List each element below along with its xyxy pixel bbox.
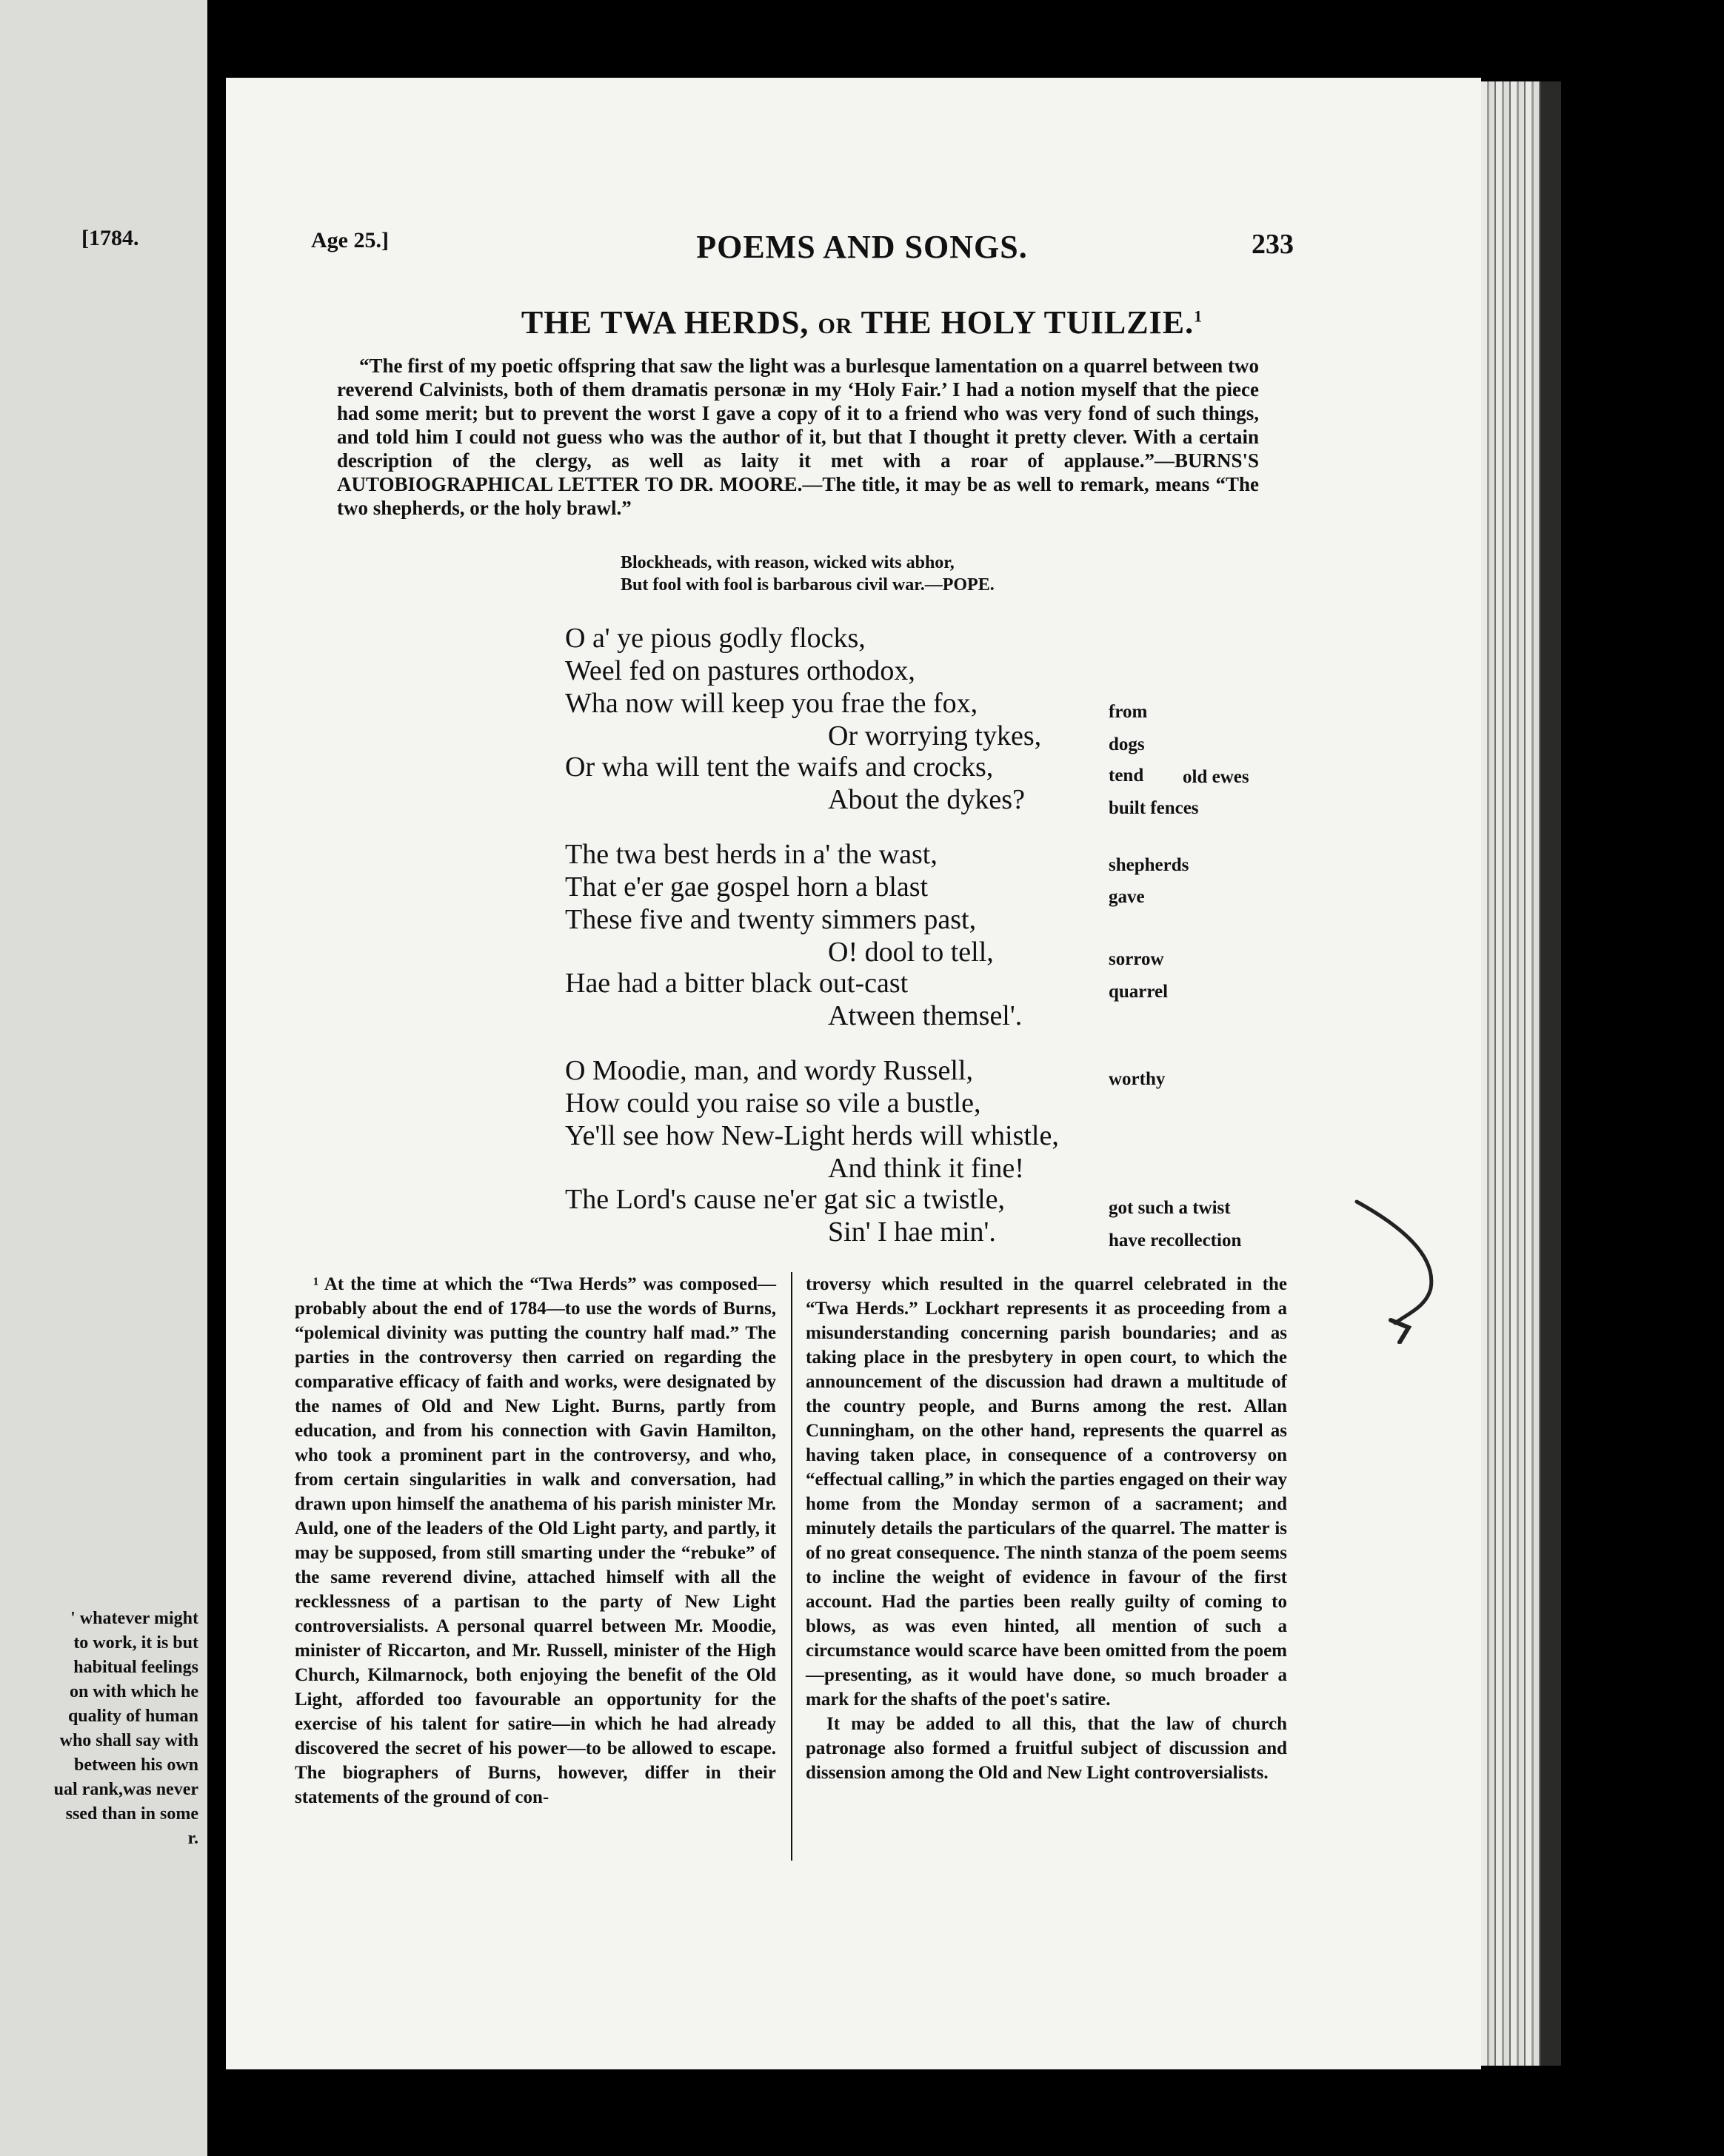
verse-line: How could you raise so vile a bustle, [565,1088,981,1119]
gloss: shepherds [1109,855,1189,875]
poem-title-or: OR [818,314,853,338]
verse-line: Atween themsel'. [828,1000,1023,1031]
footnote-marker: 1 [1194,307,1203,326]
verse-line: O a' ye pious godly flocks, [565,623,866,654]
pen-mark-icon [1348,1196,1451,1344]
column-divider [791,1272,792,1861]
verse-line: These five and twenty simmers past, [565,904,977,935]
verse-line: Or wha will tent the waifs and crocks, [565,751,994,783]
left-text-line: to work, it is but [73,1633,198,1653]
verse-line: Or worrying tykes, [828,720,1042,751]
poem-title-sub: THE HOLY TUILZIE. [861,304,1195,341]
verse-line: Hae had a bitter black out-cast [565,968,909,999]
page-edges [1481,81,1540,2066]
verse-line: Wha now will keep you frae the fox, [565,688,978,719]
gloss: built fences [1109,798,1199,818]
left-text-line: on with which he [69,1682,198,1701]
verse-line: The twa best herds in a' the wast, [565,839,938,870]
footnote-column-right [806,1272,1287,1785]
gloss: quarrel [1109,982,1169,1002]
left-page-header: [1784. [81,226,139,250]
footnote-paragraph: troversy which resulted in the quarrel celebrated in the “Twa Herds.” Lockhart represents it as proceeding from a misunderstanding concerning parish boundaries; and as taking place in the presbytery in open court, to which the announcement of the discussion had drawn a multitude of the country people, and Burns among the rest. Allan Cunningham, on the other hand, represents the quarrel as having taken place, in consequence of a controversy on “effectual calling,” in which the parties engaged on their way home from the Monday sermon of a sacrament; and minutely details the particulars of the quarrel. The matter is of no great consequence. The ninth stanza of the poem seems to incline the weight of evidence in favour of the first account. Had the parties been really guilty of coming to blows, as was even hinted, all mention of such a circumstance would scarce have been omitted from the poem—presenting, as it would have done, so much broader a mark for the shafts of the poet's satire. [806,1274,1287,1710]
epigraph-line: Blockheads, with reason, wicked wits abhor, [621,553,955,572]
gloss: old ewes [1183,767,1249,787]
gloss: sorrow [1109,949,1164,969]
book-binding-edge [1540,81,1561,2066]
verse-line: And think it fine! [828,1153,1024,1184]
left-page-text [0,1607,198,1851]
verse-line: Weel fed on pastures orthodox, [565,655,915,686]
verse-line: Ye'll see how New-Light herds will whistle, [565,1120,1059,1151]
left-text-line: quality of human [67,1707,198,1726]
verse-line: The Lord's cause ne'er gat sic a twistle, [565,1184,1006,1215]
gloss: tend [1109,766,1144,786]
gloss: got such a twist [1109,1198,1231,1218]
left-text-line: ssed than in some [65,1804,198,1824]
poem-title-main: THE TWA HERDS, [521,304,809,341]
poem-title [0,304,1724,341]
epigraph-line: But fool with fool is barbarous civil war.—POPE. [621,575,995,595]
left-text-line: between his own [73,1755,198,1775]
epigraph [621,552,995,596]
verse-line: O! dool to tell, [828,937,994,968]
gloss: worthy [1109,1069,1166,1089]
page-number: 233 [1252,229,1294,260]
verse-line: Sin' I hae min'. [828,1216,996,1248]
left-text-line: r. [187,1829,198,1848]
verse-line: O Moodie, man, and wordy Russell, [565,1055,973,1086]
gloss: dogs [1109,734,1145,754]
left-text-line: who shall say with [59,1731,198,1750]
intro-paragraph: “The first of my poetic offspring that saw the light was a burlesque lamentation on a quarrel between two reverend Calvinists, both of them dramatis personæ in my ‘Holy Fair.’ I had a notion myself that the piece had some merit; but to prevent the worst I gave a copy of it to a friend who was very fond of such things, and told him I could not guess who was the author of it, but that I thought it pretty clever. With a certain description of the clergy, as well as laity it met with a roar of applause.”—BURNS'S AUTOBIOGRAPHICAL LETTER TO DR. MOORE.—The title, it may be as well to remark, means “The two shepherds, or the holy brawl.” [337,355,1259,519]
running-head-title: POEMS AND SONGS. [696,229,1028,265]
left-text-line: ' whatever might [70,1609,198,1628]
footnote-column-left: ¹ At the time at which the “Twa Herds” was composed—probably about the end of 1784—to use the words of Burns, “polemical divinity was putting the country half mad.” The parties in the controversy then carried on regarding the comparative efficacy of faith and works, were designated by the names of Old and New Light. Burns, partly from education, and from his connection with Gavin Hamilton, who took a prominent part in the controversy, and who, from certain singularities in walk and conversation, had drawn upon himself the anathema of his parish minister Mr. Auld, one of the leaders of the Old Light party, and partly, it may be supposed, from still smarting under the “rebuke” of the same reverend divine, attached himself with all the recklessness of a partisan to the party of New Light controversialists. A personal quarrel between Mr. Moodie, minister of Riccarton, and Mr. Russell, minister of the High Church, Kilmarnock, both enjoying the benefit of the Old Light, afforded too favourable an opportunity for the exercise of his talent for satire—in which he had already discovered the secret of his power—to be allowed to escape. The biographers of Burns, however, differ in their statements of the ground of con- [295,1274,776,1807]
gloss: have recollection [1109,1231,1242,1251]
left-text-line: habitual feelings [73,1658,198,1677]
gloss: gave [1109,887,1145,907]
gloss: from [1109,702,1148,722]
verse-line: That e'er gae gospel horn a blast [565,871,929,903]
footnote-paragraph: It may be added to all this, that the law of church patronage also formed a fruitful subject of discussion and dissension among the Old and New Light controversialists. [806,1714,1287,1783]
left-text-line: ual rank,was never [53,1780,198,1799]
running-head-age: Age 25.] [311,228,389,252]
verse-line: About the dykes? [828,784,1025,815]
